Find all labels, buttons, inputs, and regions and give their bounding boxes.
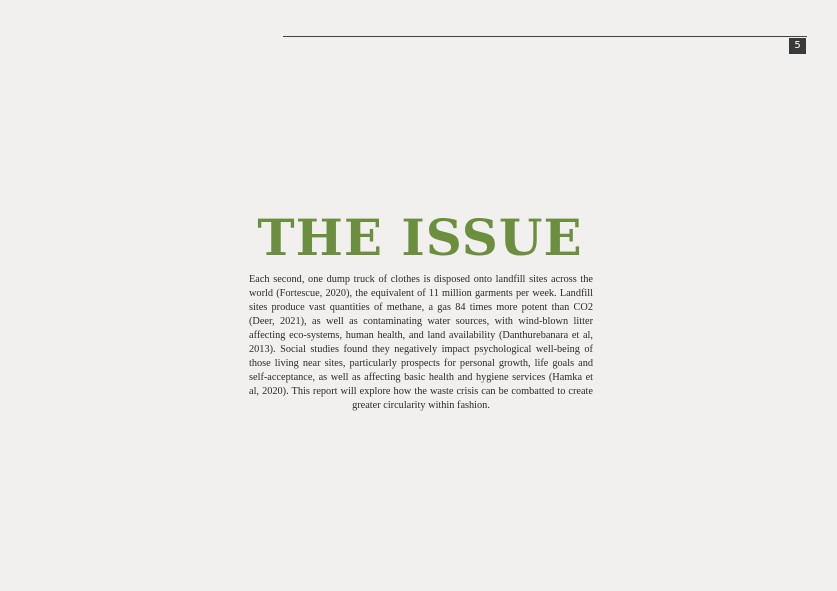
page-title: THE ISSUE	[257, 208, 583, 267]
body-paragraph: Each second, one dump truck of clothes is disposed onto landfill sites across the world (Fortescue, 2020), the equivalent of 11 million garments per week. Landfill sites produce vast quantities of methane, a gas 84 times more potent than CO2 (Deer, 2021), as well as contaminating water sources, with wind-blown litter affecting eco-systems, human health, and land availability (Danthurebanara et al, 2013). Social studies found they negatively impact psychological well-being of those living near sites, particularly prospects for personal growth, life goals and self-acceptance, as well as affecting basic health and hygiene services (Hamka et al, 2020). This report will explore how the waste crisis can be combatted to create greater circularity within fashion.	[249, 274, 593, 411]
header-rule	[283, 36, 807, 37]
page-number: 5	[789, 38, 806, 54]
